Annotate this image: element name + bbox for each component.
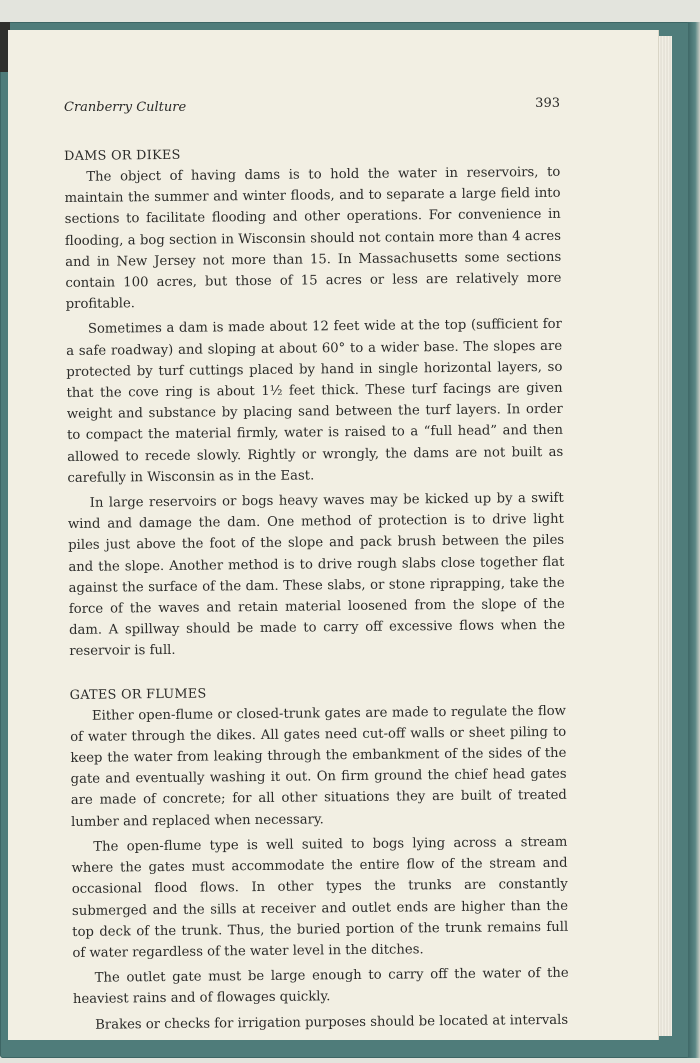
paragraph: Sometimes a dam is made about 12 feet wide at the top (sufficient for a safe roadway) and sloping at about 60° to a wider base. The slopes are protected by turf cuttings placed by hand in single horizontal layers, so that the cove ring is about 1½ feet thick. These turf facings are given weight and substance by placing sand between the turf layers. In order to compact the material firmly, water is raised to a “full head” and then allowed to recede slowly. Rightly or wrongly, the dams are not built as carefully in Wisconsin as in the East.: [66, 317, 564, 486]
section-heading-gates: GATES OR FLUMES: [69, 686, 207, 703]
running-title: Cranberry Culture: [64, 100, 187, 115]
paragraph: The outlet gate must be large enough to carry off the water of the heaviest rains and of flowages quickly.: [72, 965, 569, 1008]
cover-edge: [688, 22, 700, 1058]
paragraph: The open-flume type is well suited to bogs lying across a stream where the gates must accommodate the entire flow of the stream and occasional flood flows. In other types the trunks are constantly submerged and the sills at receiver and outlet ends are higher than the top deck of the trunk. Thus, the buried portion of the trunk remains full of water regardless of the water level in the ditches.: [71, 834, 569, 961]
paragraph: The object of having dams is to hold the water in reservoirs, to maintain the summer and winter floods, and to separate a large field into sections to facilitate flooding and other operations. For convenience in flooding, a bog section in Wisconsin should not contain more than 4 acres and in New Jersey not more than 15. In Massachusetts some sections contain 100 acres, but those of 15 acres or less are relatively more profitable.: [64, 164, 562, 313]
paragraph: Either open-flume or closed-trunk gates are made to regulate the flow of water through the dikes. All gates need cut-off walls or sheet piling to keep the water from leaking through the embankment of the sides of the gate and eventually washing it out. On firm ground the chief head gates are made of concrete; for all other situations they are built of treated lumber and replaced when necessary.: [70, 703, 567, 830]
page-number: 393: [535, 96, 560, 111]
paragraph: In large reservoirs or bogs heavy waves may be kicked up by a swift wind and damage the dam. One method of protection is to drive light piles just above the foot of the slope and pack brush between the piles and the slope. Another method is to drive rough slabs close together flat against the surface of the dam. These slabs, or stone riprapping, take the force of the waves and retain material loosened from the slope of the dam. A spillway should be made to carry off excessive flows when the reservoir is full.: [67, 490, 566, 660]
paragraph: Brakes or checks for irrigation purposes should be located at intervals: [95, 1012, 569, 1033]
section-heading-dams: DAMS OR DIKES: [64, 147, 181, 164]
page-header: [64, 96, 560, 120]
page-body: [64, 141, 569, 1036]
